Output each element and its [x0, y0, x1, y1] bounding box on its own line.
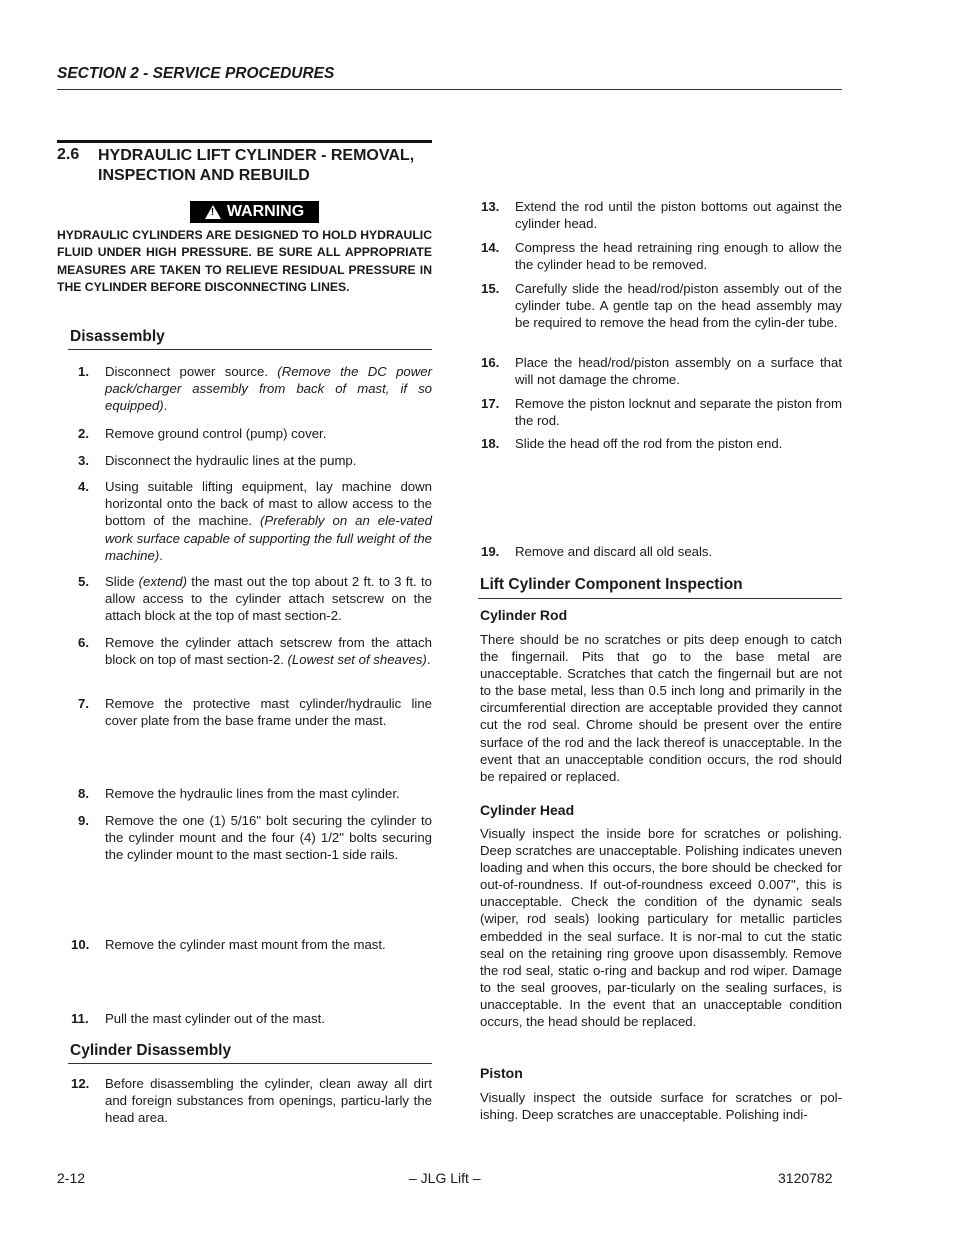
step-text: Slide (extend) the mast out the top about 2 ft. to 3 ft. to allow access to the cylinder attach setscrew on the attach block at the top of mast section-2.: [105, 574, 432, 624]
disassembly-rule: [68, 349, 432, 350]
step-text: Remove the cylinder mast mount from the mast.: [105, 937, 386, 952]
inspection-rule: [478, 598, 842, 599]
piston-heading: Piston: [480, 1065, 523, 1081]
step-text: Compress the head retraining ring enough to allow the the cylinder head to be removed.: [515, 240, 842, 273]
page-number: 2-12: [57, 1170, 86, 1186]
step-number: 15.: [481, 281, 500, 296]
section-number: 2.6: [57, 146, 80, 163]
step-text: Place the head/rod/piston assembly on a surface that will not damage the chrome.: [515, 355, 842, 388]
step-text: Carefully slide the head/rod/piston assembly out of the cylinder tube. A gentle tap on the head assembly may be required to remove the head from the cylin-der tube.: [515, 281, 842, 331]
header-rule: [57, 89, 842, 90]
step-number: 8.: [78, 786, 89, 801]
step-number: 11.: [71, 1011, 89, 1026]
step-text: Remove the hydraulic lines from the mast cylinder.: [105, 786, 400, 801]
section-header: SECTION 2 - SERVICE PROCEDURES: [57, 65, 335, 82]
step-number: 19.: [481, 544, 500, 559]
step-number: 5.: [78, 574, 89, 589]
cylinder-rod-heading: Cylinder Rod: [480, 607, 568, 623]
step-text: Remove and discard all old seals.: [515, 544, 713, 559]
disassembly-heading: Disassembly: [70, 328, 165, 345]
warning-badge: [190, 201, 319, 223]
warning-label: WARNING: [226, 203, 305, 220]
step-text: Using suitable lifting equipment, lay machine down horizontal onto the back of mast to allow access to the bottom of the machine. (Preferably on an ele-vated work surface capable of supporting the full weight of the machine).: [105, 479, 433, 563]
step-number: 6.: [78, 635, 89, 650]
inspection-heading: Lift Cylinder Component Inspection: [480, 576, 743, 593]
warning-text: HYDRAULIC CYLINDERS ARE DESIGNED TO HOLD HYDRAULIC FLUID UNDER HIGH PRESSURE. BE SURE ALL APPROPRIATE MEASURES ARE TAKEN TO RELIEVE RESIDUAL PRESSURE IN THE CYLINDER BEFORE DISCONNECTING LINES.: [57, 228, 432, 294]
step-text: Remove the one (1) 5/16" bolt securing the cylinder to the cylinder mount and the four (4) 1/2" bolts securing the cylinder mount to the mast section-1 side rails.: [105, 813, 432, 863]
cylinder-rod-text: There should be no scratches or pits deep enough to catch the fingernail. Pits that go to the base metal are unacceptable. Scratches that catch the fingernail but are not to the base metal, less than 0.5 inch long and primarily in the circumferential direction are acceptable provided they cannot cut the rod seal. Chrome should be present over the entire surface of the rod and the lack thereof is unacceptable. In the event that an unacceptable condition occurs, the rod should be repaired or replaced.: [480, 632, 842, 784]
step-text: Disconnect power source. (Remove the DC power pack/charger assembly from back of mast, if so equipped).: [105, 364, 432, 414]
step-text: Disconnect the hydraulic lines at the pump.: [105, 453, 357, 468]
step-text: Extend the rod until the piston bottoms out against the cylinder head.: [515, 199, 842, 232]
cylinder-head-heading: Cylinder Head: [480, 802, 575, 818]
title-bar: [57, 140, 432, 143]
step-number: 3.: [78, 453, 89, 468]
step-number: 4.: [78, 479, 89, 494]
section-title: HYDRAULIC LIFT CYLINDER - REMOVAL, INSPECTION AND REBUILD: [98, 147, 415, 184]
warning-icon: !: [205, 205, 221, 219]
step-text: Slide the head off the rod from the piston end.: [515, 436, 783, 451]
step-number: 13.: [481, 199, 500, 214]
cylinder-head-text: Visually inspect the inside bore for scratches or polishing. Deep scratches are unacceptable. Polishing indicates uneven loading and when this occurs, the bore should be checked for out-of-roundness. If out-of-roundness exceed 0.007", this is unacceptable. Check the condition of the dynamic seals (wiper, rod seals) looking particulary for metallic particles embedded in the seal surface. It is nor-mal to cut the static seal on the retaining ring groove upon disassembly. Remove the rod seal, static o-ring and backup and rod wiper. Damage to the seal grooves, par-ticularly on the sealing surfaces, is unacceptable. In the event that an unacceptable condition occurs, the head should be replaced.: [480, 826, 842, 1030]
cylinder-disassembly-rule: [68, 1063, 432, 1064]
cylinder-disassembly-heading: Cylinder Disassembly: [70, 1042, 232, 1059]
step-text: Remove the cylinder attach setscrew from the attach block on top of mast section-2. (Lowest set of sheaves).: [105, 635, 432, 668]
step-1: [78, 363, 432, 415]
step-text: Remove the piston locknut and separate the piston from the rod.: [515, 396, 842, 429]
step-text: Pull the mast cylinder out of the mast.: [105, 1011, 325, 1026]
step-number: 9.: [78, 813, 89, 828]
step-number: 14.: [481, 240, 500, 255]
step-number: 16.: [481, 355, 500, 370]
step-number: 2.: [78, 426, 89, 441]
step-text: Remove ground control (pump) cover.: [105, 426, 327, 441]
step-number: 17.: [481, 396, 500, 411]
piston-text: Visually inspect the outside surface for scratches or pol-ishing. Deep scratches are unacceptable. Polishing indi-: [480, 1090, 842, 1123]
step-number: 18.: [481, 436, 500, 451]
step-number: 12.: [71, 1076, 90, 1091]
doc-number: 3120782: [778, 1170, 833, 1186]
step-text: Before disassembling the cylinder, clean away all dirt and foreign substances from openings, particu-larly the head area.: [105, 1076, 432, 1126]
step-number: 10.: [71, 937, 90, 952]
step-text: Remove the protective mast cylinder/hydraulic line cover plate from the base frame under the mast.: [105, 696, 432, 729]
step-number: 1.: [78, 364, 89, 379]
footer-center: – JLG Lift –: [409, 1170, 481, 1186]
step-number: 7.: [78, 696, 89, 711]
